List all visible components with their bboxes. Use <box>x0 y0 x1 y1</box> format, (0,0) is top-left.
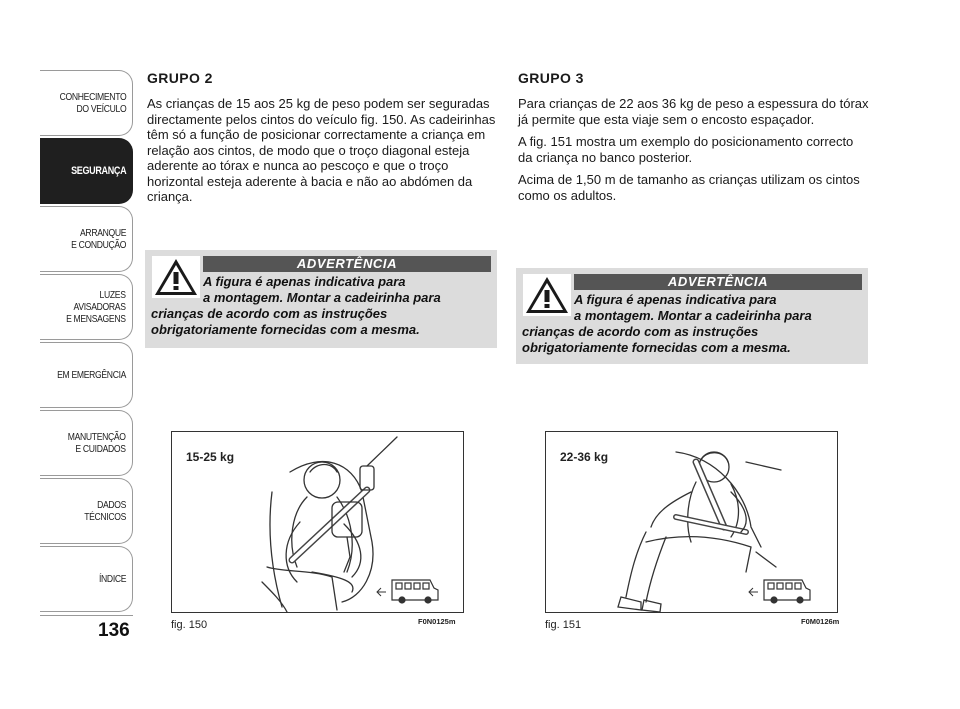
chapter-tabs <box>40 70 133 614</box>
figure-151 <box>545 431 838 613</box>
figure-weight-label: 22-36 kg <box>560 450 609 464</box>
right-column <box>518 70 870 210</box>
figure-caption: fig. 151 <box>545 619 582 631</box>
tab-conhecimento[interactable] <box>40 70 133 136</box>
warning-box <box>516 268 868 364</box>
van-icon <box>392 580 438 603</box>
section-heading: GRUPO 3 <box>518 70 584 86</box>
section-heading: GRUPO 2 <box>147 70 213 86</box>
left-column <box>147 70 499 212</box>
warning-title: ADVERTÊNCIA <box>203 256 491 272</box>
warning-box <box>145 250 497 348</box>
page-number: 136 <box>98 620 130 641</box>
figure-weight-label: 15-25 kg <box>186 450 235 464</box>
figure-caption: fig. 150 <box>171 619 208 631</box>
tab-label: ÍNDICE <box>98 573 126 585</box>
figure-code: F0M0126m <box>801 617 840 626</box>
warning-text <box>522 292 862 356</box>
direction-arrow-icon <box>377 588 386 596</box>
tab-indice[interactable] <box>40 546 133 612</box>
warning-text <box>151 274 491 338</box>
warning-title: ADVERTÊNCIA <box>574 274 862 290</box>
warning-first-line: A figura é apenas indicativa para <box>203 274 406 289</box>
tab-label: SEGURANÇA <box>70 165 126 177</box>
tab-label: ARRANQUE E CONDUÇÃO <box>70 227 126 251</box>
van-icon <box>764 580 810 603</box>
tab-luzes[interactable] <box>40 274 133 340</box>
sidebar-rule <box>40 615 133 616</box>
body-paragraph: Acima de 1,50 m de tamanho as crianças utilizam os cintos como os adultos. <box>518 172 860 203</box>
warning-rest: a montagem. Montar a cadeirinha para crianças de acordo com as instruções obrigatoriamente fornecidas com a mesma. <box>522 308 812 355</box>
figure-150 <box>171 431 464 613</box>
tab-dados[interactable] <box>40 478 133 544</box>
direction-arrow-icon <box>749 588 758 596</box>
tab-manutencao[interactable] <box>40 410 133 476</box>
tab-label: EM EMERGÊNCIA <box>57 369 126 381</box>
body-paragraph: Para crianças de 22 aos 36 kg de peso a espessura do tórax já permite que esta viaje sem o encosto espaçador. <box>518 96 869 127</box>
tab-emergencia[interactable] <box>40 342 133 408</box>
body-paragraph: A fig. 151 mostra um exemplo do posicionamento correcto da criança no banco posterior. <box>518 134 854 165</box>
body-paragraph: As crianças de 15 aos 25 kg de peso podem ser seguradas directamente pelos cintos do veículo fig. 150. As cadeirinhas têm só a função de posicionar correctamente a criança em relação aos cintos, de modo que o troço diagonal esteja aderente ao tórax e nunca ao pescoço e que o troço horizontal esteja aderente à bacia e não ao abdómen da criança. <box>147 96 496 204</box>
tab-seguranca[interactable] <box>40 138 133 204</box>
tab-label: LUZES AVISADORAS E MENSAGENS <box>66 289 126 325</box>
warning-rest: a montagem. Montar a cadeirinha para crianças de acordo com as instruções obrigatoriamente fornecidas com a mesma. <box>151 290 441 337</box>
figure-code: F0N0125m <box>418 617 456 626</box>
tab-label: CONHECIMENTO DO VEÍCULO <box>59 91 126 115</box>
tab-label: MANUTENÇÃO E CUIDADOS <box>68 431 126 455</box>
warning-first-line: A figura é apenas indicativa para <box>574 292 777 307</box>
tab-label: DADOS TÉCNICOS <box>84 499 126 523</box>
tab-arranque[interactable] <box>40 206 133 272</box>
